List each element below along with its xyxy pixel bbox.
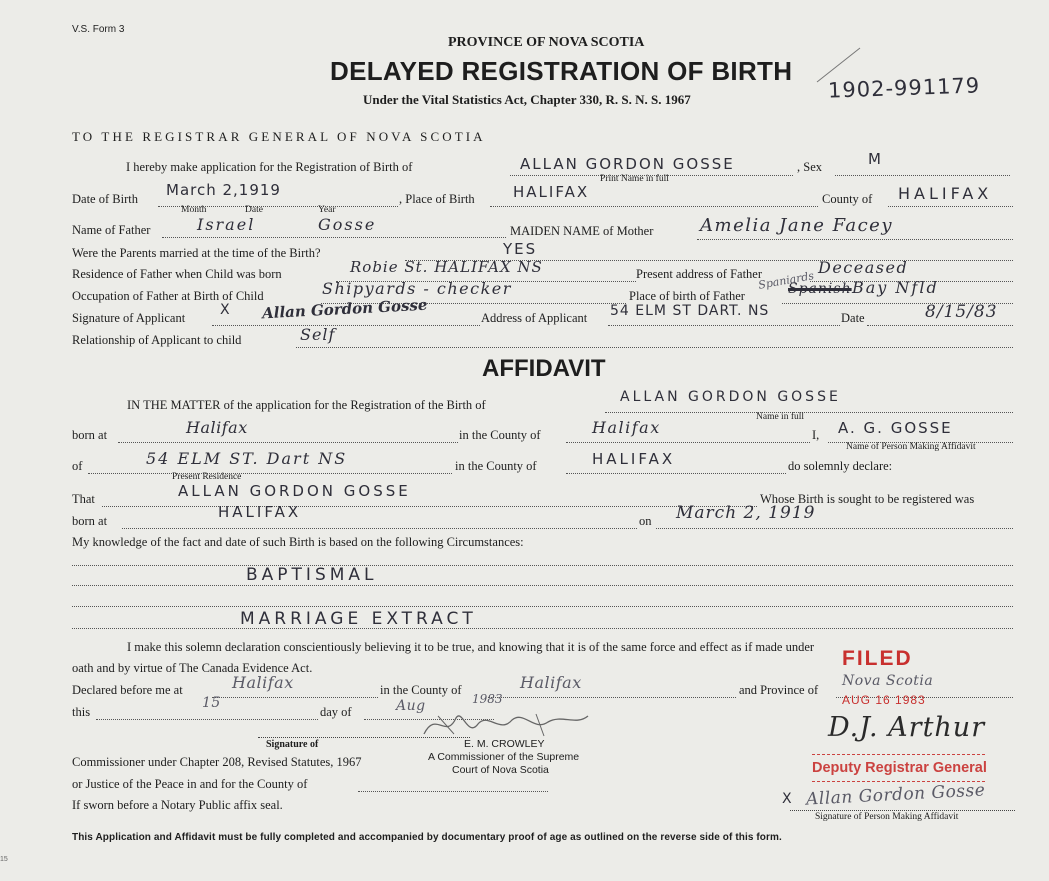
of-value[interactable]: 54 ELM ST. Dart NS [146, 449, 348, 468]
circumstance-line-1 [72, 565, 1013, 566]
applicant-signature: Allan Gordon Gosse [261, 295, 428, 323]
county-line [888, 206, 1013, 207]
month-hint: Month [181, 205, 207, 215]
form-id: V.S. Form 3 [72, 24, 125, 35]
this-value[interactable]: 15 [202, 695, 221, 711]
born-at2-label: born at [72, 514, 108, 528]
that-line [102, 506, 757, 507]
day-of-label: day of [320, 705, 352, 719]
matter-label: IN THE MATTER of the application for the Registration of the Birth of [127, 398, 486, 412]
person-signature: Allan Gordon Gosse [805, 780, 986, 810]
county2-label: in the County of [455, 459, 537, 473]
applicant-address-line [608, 325, 840, 326]
intro-label: I hereby make application for the Registration of Birth of [126, 160, 413, 174]
deputy-registrar-stamp: Deputy Registrar General [812, 754, 985, 782]
margin-mark: 15 [0, 856, 8, 863]
sex-line [835, 175, 1010, 176]
date-value[interactable]: 8/15/83 [925, 302, 998, 322]
on-value[interactable]: March 2, 1919 [676, 503, 816, 523]
declared-value[interactable]: Halifax [232, 673, 294, 692]
mother-line [697, 239, 1013, 240]
form-subtitle: Under the Vital Statistics Act, Chapter 330, R. S. N. S. 1967 [363, 92, 691, 107]
declare-label: do solemnly declare: [788, 459, 893, 473]
province-heading: PROVINCE OF NOVA SCOTIA [448, 35, 645, 50]
residence-value[interactable]: Robie St. HALIFAX NS [350, 258, 543, 276]
affidavit-heading: AFFIDAVIT [482, 355, 606, 382]
year-value[interactable]: 1983 [472, 692, 503, 706]
relationship-line [296, 347, 1013, 348]
circumstance-line-2 [72, 585, 1013, 586]
person-making-hint: Name of Person Making Affidavit [846, 442, 976, 452]
county3-label: in the County of [380, 683, 462, 697]
present-address-label: Present address of Father [636, 267, 763, 281]
on-line [656, 528, 1013, 529]
pob-line [490, 206, 818, 207]
relationship-label: Relationship of Applicant to child [72, 333, 242, 347]
signature-of-label: Signature of [266, 739, 319, 750]
present-residence-hint: Present Residence [172, 472, 242, 482]
on-label: on [639, 514, 652, 528]
county3-value[interactable]: Halifax [520, 673, 582, 692]
that-value[interactable]: ALLAN GORDON GOSSE [178, 482, 411, 500]
signature-line [212, 325, 480, 326]
person-sig-line [790, 810, 1015, 811]
salutation: TO THE REGISTRAR GENERAL OF NOVA SCOTIA [72, 129, 486, 144]
born-at2-line [122, 528, 637, 529]
father-pob-label: Place of birth of Father [629, 289, 745, 303]
year-hint: Year [318, 205, 336, 215]
occupation-value[interactable]: Shipyards - checker [322, 279, 512, 298]
of-line [88, 473, 452, 474]
applicant-address-label: Address of Applicant [481, 311, 588, 325]
day-of-value[interactable]: Aug [396, 698, 426, 714]
filed-date-stamp: AUG 16 1983 [842, 693, 926, 707]
county2-line [566, 473, 786, 474]
crowley-title-2: Court of Nova Scotia [452, 764, 549, 776]
province-value[interactable]: Nova Scotia [842, 673, 934, 689]
name-in-full-hint: Name in full [756, 412, 805, 422]
dob-value[interactable]: March 2,1919 [166, 181, 281, 199]
dob-label: Date of Birth [72, 192, 138, 206]
married-label: Were the Parents married at the time of the Birth? [72, 246, 321, 260]
registration-number: 1902-991179 [827, 73, 981, 103]
circumstance-2[interactable]: MARRIAGE EXTRACT [240, 609, 477, 629]
father-pob-struck: Spanish [788, 281, 852, 297]
pob-value[interactable]: HALIFAX [513, 183, 590, 201]
justice-label: or Justice of the Peace in and for the County of [72, 777, 308, 791]
county-of-line [566, 442, 810, 443]
of-label: of [72, 459, 83, 473]
present-address-value[interactable]: Deceased [818, 258, 909, 277]
date-hint: Date [245, 205, 263, 215]
county-value[interactable]: HALIFAX [898, 184, 993, 203]
knowledge-label: My knowledge of the fact and date of such Birth is based on the following Circumstances: [72, 535, 524, 549]
born-at-line [118, 442, 458, 443]
declared-line [212, 697, 378, 698]
registrar-signature: D.J. Arthur [828, 712, 986, 743]
notary-label: If sworn before a Notary Public affix seal. [72, 798, 283, 812]
circumstance-line-4 [72, 628, 1013, 629]
i-label: I, [812, 428, 820, 442]
matter-line [605, 412, 1013, 413]
born-at2-value[interactable]: HALIFAX [218, 503, 302, 521]
commissioner-label: Commissioner under Chapter 208, Revised Statutes, 1967 [72, 755, 362, 769]
sex-label: , Sex [797, 160, 822, 174]
justice-line [358, 791, 548, 792]
crowley-title-1: A Commissioner of the Supreme [428, 751, 580, 763]
county2-value[interactable]: HALIFAX [592, 450, 676, 468]
born-at-value[interactable]: Halifax [186, 418, 248, 437]
print-name-hint: Print Name in full [600, 174, 669, 184]
person-sig-mark: X [782, 791, 792, 807]
father-pob-value[interactable]: Bay Nfld [852, 278, 939, 297]
circumstance-1[interactable]: BAPTISMAL [246, 565, 378, 585]
county3-line [488, 697, 736, 698]
this-line [96, 719, 318, 720]
county-of-label: in the County of [459, 428, 541, 442]
declaration-line-2: oath and by virtue of The Canada Evidence Act. [72, 661, 313, 675]
form-title: DELAYED REGISTRATION OF BIRTH [330, 56, 793, 86]
signature-label: Signature of Applicant [72, 311, 186, 325]
relationship-value[interactable]: Self [300, 325, 336, 344]
county-label: County of [822, 192, 873, 206]
declaration-line-1: I make this solemn declaration conscientiously believing it to be true, and knowing that it is of the same force and effect as if made under [127, 640, 815, 654]
father-last[interactable]: Gosse [318, 215, 377, 234]
father-label: Name of Father [72, 223, 151, 237]
father-pob-inserted: Spaniards [757, 269, 815, 292]
that-label: That [72, 492, 95, 506]
born-at-label: born at [72, 428, 108, 442]
province-label: and Province of [739, 683, 819, 697]
mother-value[interactable]: Amelia Jane Facey [700, 215, 894, 236]
circumstance-line-3 [72, 606, 1013, 607]
residence-label: Residence of Father when Child was born [72, 267, 282, 281]
i-value[interactable]: A. G. GOSSE [838, 419, 953, 437]
father-first[interactable]: Israel [197, 215, 256, 234]
footer-note: This Application and Affidavit must be fully completed and accompanied by documentary proof of age as outlined on the reverse side of this form. [72, 832, 782, 843]
this-label: this [72, 705, 91, 719]
married-value[interactable]: YES [503, 240, 538, 258]
matter-value[interactable]: ALLAN GORDON GOSSE [620, 389, 841, 405]
whose-label: Whose Birth is sought to be registered was [760, 492, 975, 506]
filed-stamp: FILED [842, 647, 913, 670]
declared-label: Declared before me at [72, 683, 183, 697]
crowley-name: E. M. CROWLEY [464, 738, 545, 750]
reg-number-slash [815, 44, 865, 84]
mother-label: MAIDEN NAME of Mother [510, 224, 654, 238]
applicant-address-value[interactable]: 54 ELM ST DART. NS [610, 303, 770, 319]
occupation-label: Occupation of Father at Birth of Child [72, 289, 264, 303]
pob-label: , Place of Birth [399, 192, 475, 206]
father-line [162, 237, 506, 238]
signature-mark: X [220, 302, 230, 318]
date-line [867, 325, 1013, 326]
date-label: Date [841, 311, 865, 325]
commissioner-sig-line [258, 737, 470, 738]
person-sig-label: Signature of Person Making Affidavit [815, 812, 959, 822]
county-of-value[interactable]: Halifax [592, 418, 661, 437]
child-name-value[interactable]: ALLAN GORDON GOSSE [520, 155, 735, 173]
sex-value[interactable]: M [868, 150, 883, 168]
